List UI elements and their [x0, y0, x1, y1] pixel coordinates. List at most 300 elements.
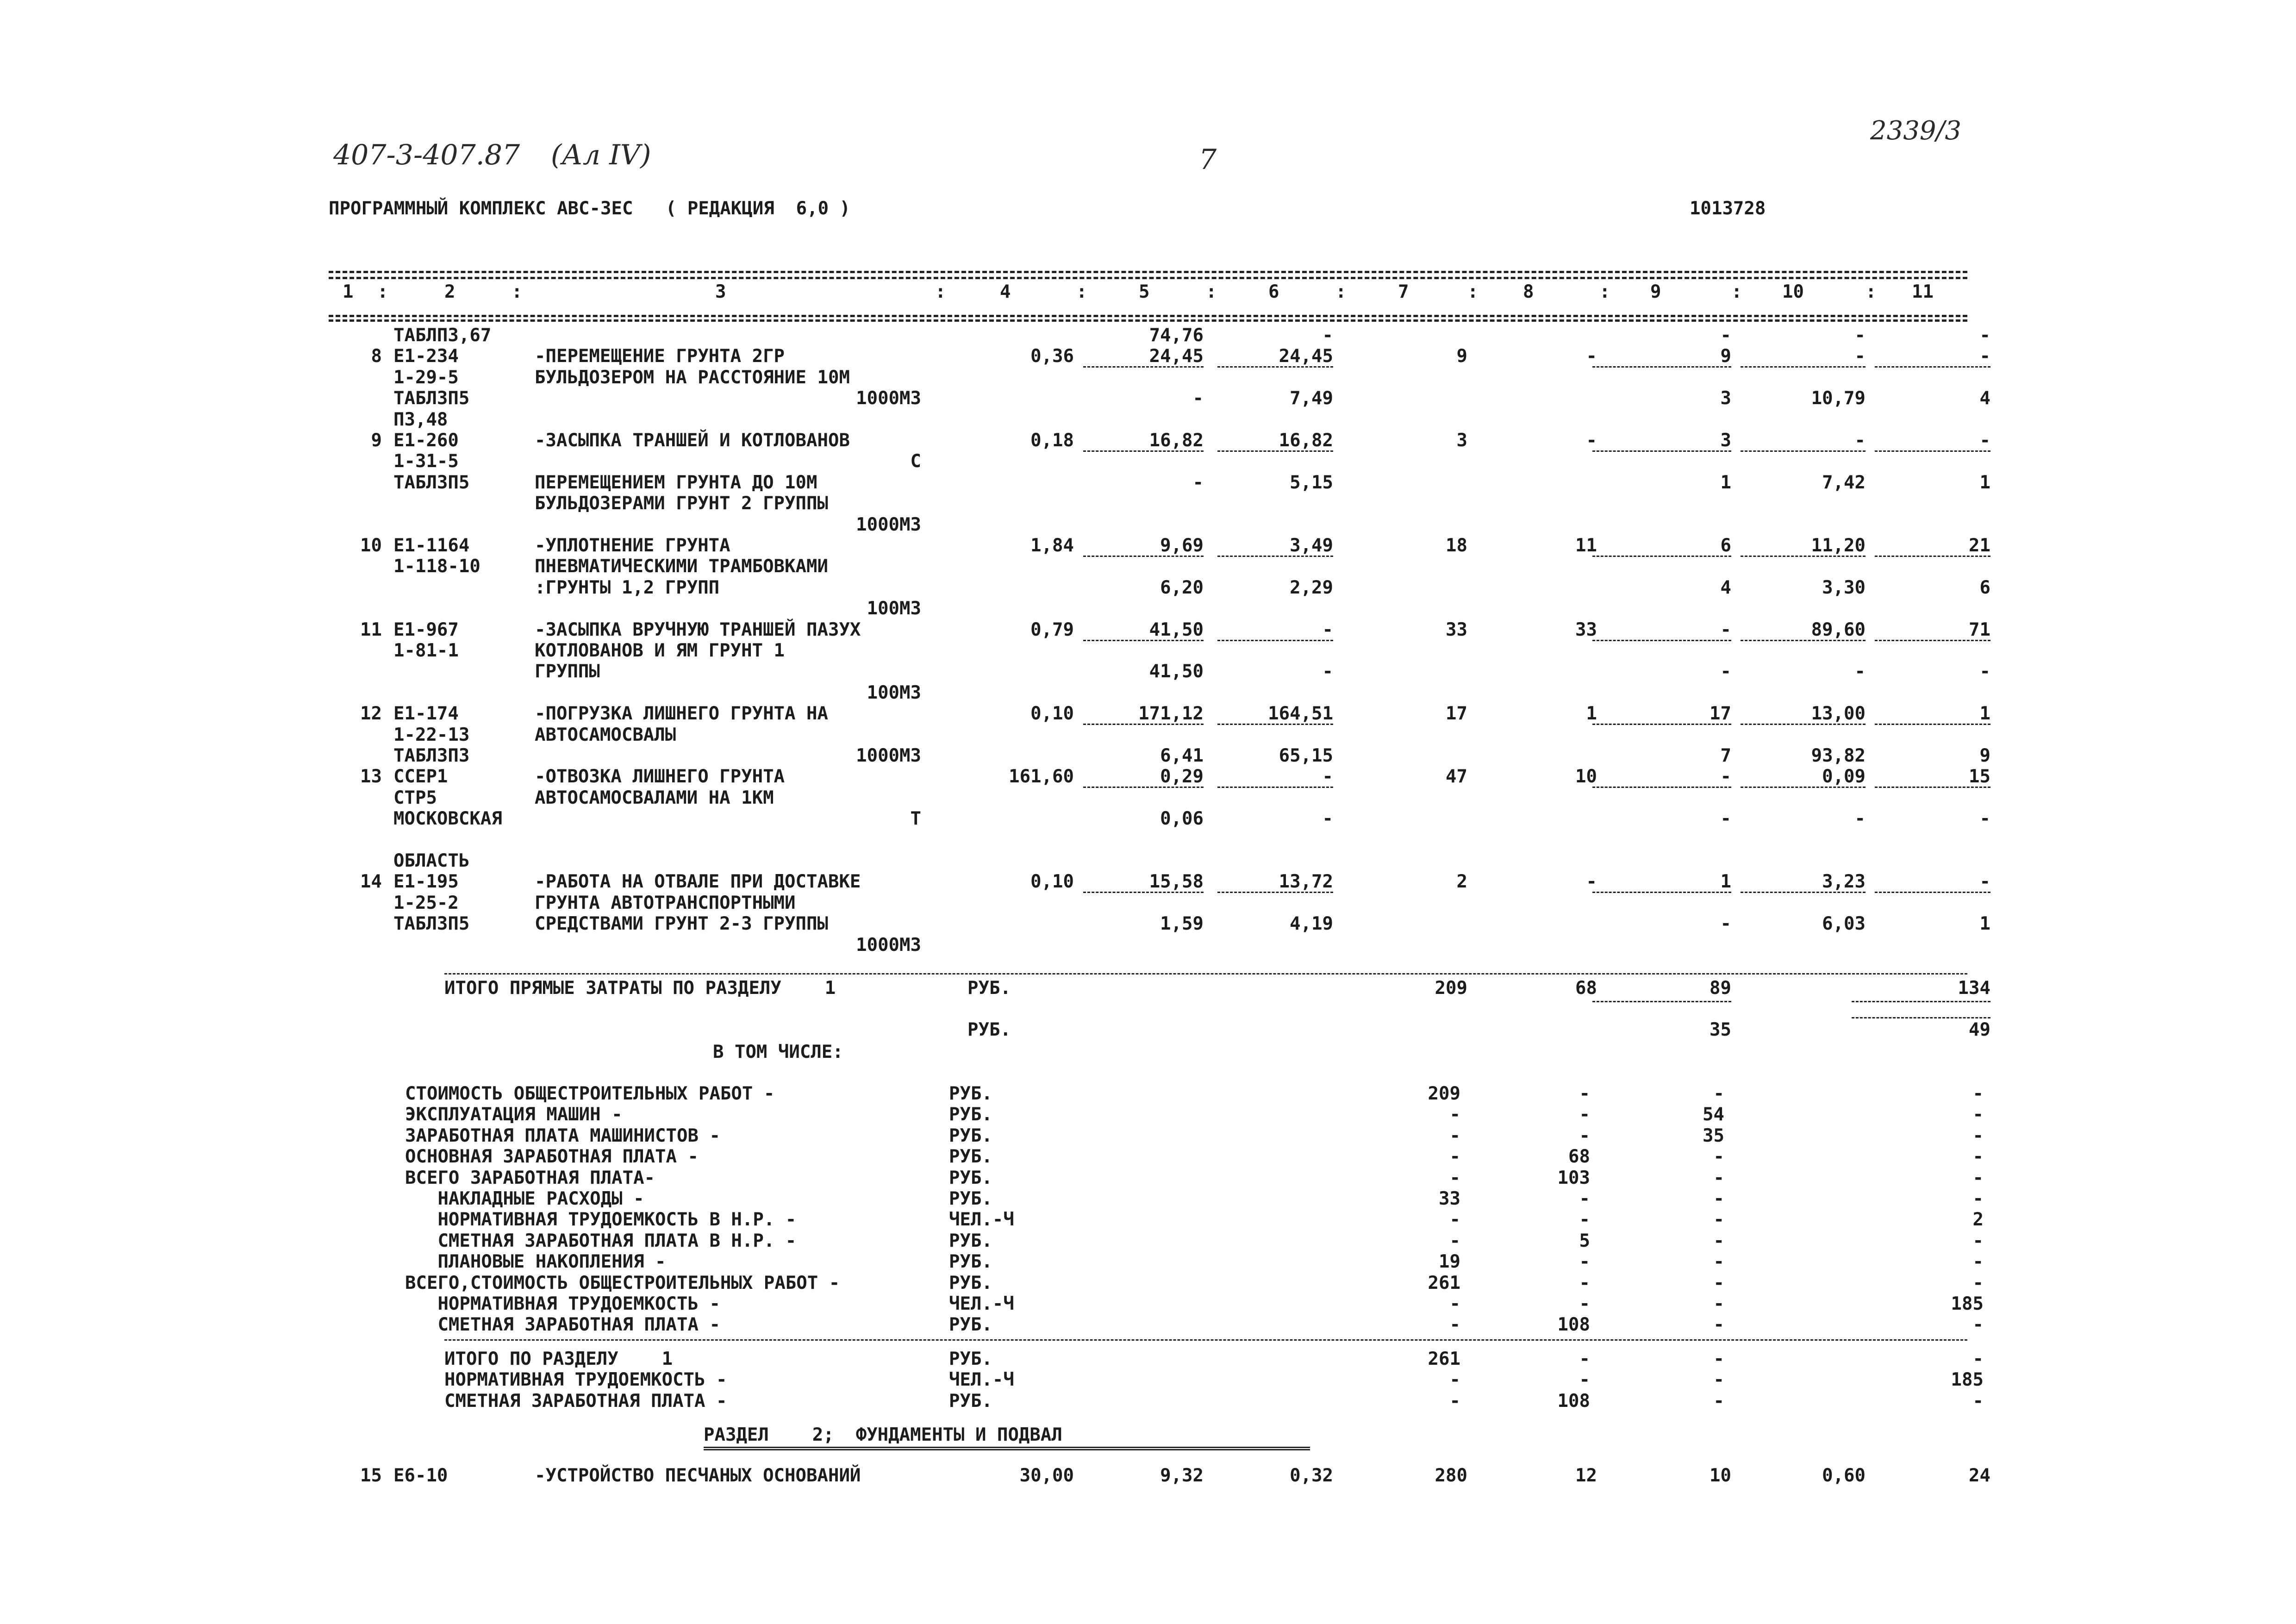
summary-c11: -	[1972, 1314, 1984, 1336]
summary-c7: 209	[1428, 1083, 1460, 1104]
value-underline	[1592, 366, 1731, 368]
value-c8: 11	[1575, 535, 1597, 556]
value-c9: 1	[1720, 871, 1731, 893]
norm-code: 1-29-5	[393, 367, 459, 388]
value-c10: 7,42	[1822, 472, 1866, 493]
summary-label: ЗАРАБОТНАЯ ПЛАТА МАШИНИСТОВ -	[405, 1125, 720, 1146]
work-description: БУЛЬДОЗЕРАМИ ГРУНТ 2 ГРУППЫ	[535, 493, 828, 514]
work-description: КОТЛОВАНОВ И ЯМ ГРУНТ 1	[535, 640, 785, 661]
norm-code: Е1-967	[393, 619, 459, 640]
work-description: АВТОСАМОСВАЛАМИ НА 1КМ	[535, 787, 774, 808]
unit-label: РУБ.	[949, 1146, 992, 1168]
summary-c11: -	[1972, 1188, 1984, 1209]
value-underline	[1875, 450, 1990, 452]
section-total-c11: 185	[1951, 1369, 1984, 1391]
unit-label: РУБ.	[949, 1104, 992, 1125]
value-c5: 6,20	[1160, 577, 1204, 598]
norm-code: Е1-174	[393, 703, 459, 725]
unit-label: Т	[910, 808, 921, 830]
album-mark: (Ал IV)	[551, 139, 651, 171]
column-separator: :	[1076, 281, 1087, 302]
section-total-c8: -	[1579, 1369, 1590, 1391]
work-description: :ГРУНТЫ 1,2 ГРУПП	[535, 577, 720, 598]
column-header-7: 7	[1398, 281, 1409, 302]
summary-c9: -	[1713, 1251, 1724, 1273]
value-c9: 4	[1720, 577, 1731, 598]
column-separator: :	[512, 281, 523, 302]
value-c7: 17	[1446, 703, 1467, 725]
value-c6: 7,49	[1290, 388, 1333, 409]
value-c10: -	[1854, 346, 1866, 367]
norm-code: ТАБЛ3П5	[393, 913, 470, 935]
value-underline	[1592, 450, 1731, 452]
value-c6: -	[1322, 766, 1333, 787]
value-underline	[1217, 450, 1333, 452]
value-c5: 74,76	[1149, 325, 1204, 346]
value-c5: 6,41	[1160, 745, 1204, 766]
value-c4: 0,18	[1030, 430, 1074, 451]
summary-c9: -	[1713, 1272, 1724, 1293]
value-underline	[1217, 892, 1333, 893]
summary-c9: 35	[1703, 1125, 1724, 1146]
norm-code: 1-81-1	[393, 640, 459, 661]
value-c10: 6,03	[1822, 913, 1866, 935]
unit-label: РУБ.	[967, 978, 1011, 999]
column-separator: :	[1206, 281, 1217, 302]
summary-c7: -	[1449, 1230, 1460, 1251]
item-number: 11	[360, 619, 382, 640]
value-underline	[1875, 366, 1990, 368]
value-c6: -	[1322, 808, 1333, 830]
work-description: ПНЕВМАТИЧЕСКИМИ ТРАМБОВКАМИ	[535, 556, 828, 577]
unit-label: РУБ.	[949, 1390, 992, 1412]
page-number: 7	[1199, 144, 1217, 176]
work-description: ГРУППЫ	[535, 661, 600, 682]
summary-c7: -	[1449, 1209, 1460, 1230]
work-description: -УСТРОЙСТВО ПЕСЧАНЫХ ОСНОВАНИЙ	[535, 1465, 861, 1486]
value-c5: 24,45	[1149, 346, 1204, 367]
value-c11: 15	[1969, 766, 1990, 787]
value-underline	[1217, 556, 1333, 557]
value-c9: -	[1720, 913, 1731, 935]
work-description: -ПОГРУЗКА ЛИШНЕГО ГРУНТА НА	[535, 703, 828, 725]
value-c6: 164,51	[1268, 703, 1333, 725]
section-2-title: РАЗДЕЛ 2; ФУНДАМЕНТЫ И ПОДВАЛ	[704, 1424, 1062, 1445]
total-underline	[1852, 1017, 1990, 1018]
value-c10: -	[1854, 808, 1866, 830]
norm-code: 1-25-2	[393, 892, 459, 913]
norm-code: ССЕР1	[393, 766, 448, 787]
section-total-c7: -	[1449, 1390, 1460, 1412]
value-c5: 41,50	[1149, 661, 1204, 682]
value-c6: 2,29	[1290, 577, 1333, 598]
summary-c7: 33	[1439, 1188, 1460, 1209]
value-underline	[1083, 450, 1204, 452]
value-c5: 16,82	[1149, 430, 1204, 451]
unit-label: РУБ.	[949, 1125, 992, 1146]
value-c6: 24,45	[1279, 346, 1333, 367]
value-c9: 17	[1710, 703, 1731, 725]
value-c11: -	[1979, 808, 1990, 830]
section-total-c9: -	[1713, 1369, 1724, 1391]
value-underline	[1083, 724, 1204, 725]
column-separator: :	[1335, 281, 1347, 302]
value-underline	[1741, 450, 1866, 452]
total-c9: 89	[1710, 978, 1731, 999]
unit-label: ЧЕЛ.-Ч	[949, 1369, 1014, 1391]
value-c11: -	[1979, 325, 1990, 346]
summary-c9: -	[1713, 1188, 1724, 1209]
work-description: -УПЛОТНЕНИЕ ГРУНТА	[535, 535, 730, 556]
norm-code: СТР5	[393, 787, 437, 808]
value-c10: -	[1854, 430, 1866, 451]
summary-c9: -	[1713, 1146, 1724, 1168]
value-c11: 1	[1979, 703, 1990, 725]
summary-c8: -	[1579, 1209, 1590, 1230]
item-number: 12	[360, 703, 382, 725]
summary-c8: -	[1579, 1293, 1590, 1314]
summary-c7: 261	[1428, 1272, 1460, 1293]
value-c5: 9,32	[1160, 1465, 1204, 1486]
work-description: БУЛЬДОЗЕРОМ НА РАССТОЯНИЕ 10М	[535, 367, 850, 388]
total-c11: 134	[1958, 978, 1990, 999]
item-number: 15	[360, 1465, 382, 1486]
value-c8: -	[1586, 430, 1597, 451]
summary-label: СМЕТНАЯ ЗАРАБОТНАЯ ПЛАТА В Н.Р. -	[405, 1230, 797, 1251]
value-underline	[1875, 724, 1990, 725]
value-c7: 9	[1456, 346, 1467, 367]
value-underline	[1592, 892, 1731, 893]
summary-c11: -	[1972, 1083, 1984, 1104]
summary-c9: -	[1713, 1083, 1724, 1104]
summary-label: СМЕТНАЯ ЗАРАБОТНАЯ ПЛАТА -	[405, 1314, 720, 1336]
column-header-9: 9	[1650, 281, 1661, 302]
total-c9b: 35	[1710, 1019, 1731, 1040]
item-number: 8	[371, 346, 382, 367]
header-bottom-rule-2	[329, 319, 1967, 322]
norm-code: ТАБЛ3П5	[393, 388, 470, 409]
total-c7: 209	[1435, 978, 1467, 999]
summary-c8: 103	[1557, 1167, 1590, 1188]
column-header-3: 3	[715, 281, 726, 302]
norm-code: МОСКОВСКАЯ	[393, 808, 502, 830]
value-c6: 16,82	[1279, 430, 1333, 451]
value-c10: 3,23	[1822, 871, 1866, 893]
including-label: В ТОМ ЧИСЛЕ:	[713, 1042, 843, 1062]
value-c5: 9,69	[1160, 535, 1204, 556]
program-header: ПРОГРАММНЫЙ КОМПЛЕКС АВС-3ЕС ( РЕДАКЦИЯ 6,0 )	[329, 198, 851, 219]
norm-code: П3,48	[393, 409, 448, 430]
value-c10: 13,00	[1811, 703, 1866, 725]
norm-code: 1-22-13	[393, 724, 470, 745]
value-c4: 161,60	[1009, 766, 1074, 787]
value-c4: 1,84	[1030, 535, 1074, 556]
unit-label: РУБ.	[949, 1083, 992, 1104]
norm-code: Е1-260	[393, 430, 459, 451]
summary-c11: -	[1972, 1125, 1984, 1146]
value-c9: -	[1720, 661, 1731, 682]
value-c5: -	[1192, 472, 1204, 493]
summary-label: ЭКСПЛУАТАЦИЯ МАШИН -	[405, 1104, 623, 1125]
value-c11: 21	[1969, 535, 1990, 556]
value-c5: 1,59	[1160, 913, 1204, 935]
value-c5: 41,50	[1149, 619, 1204, 640]
value-c6: -	[1322, 661, 1333, 682]
value-c6: 65,15	[1279, 745, 1333, 766]
totals-rule	[444, 973, 1967, 974]
value-underline	[1217, 724, 1333, 725]
value-c7: 280	[1435, 1465, 1467, 1486]
value-c11: 1	[1979, 472, 1990, 493]
program-id: 1013728	[1690, 198, 1766, 219]
summary-c7: -	[1449, 1167, 1460, 1188]
summary-label: СТОИМОСТЬ ОБЩЕСТРОИТЕЛЬНЫХ РАБОТ -	[405, 1083, 775, 1104]
section-total-c8: 108	[1557, 1390, 1590, 1412]
value-underline	[1592, 640, 1731, 641]
summary-c8: -	[1579, 1188, 1590, 1209]
column-separator: :	[1467, 281, 1479, 302]
unit-label: РУБ.	[949, 1230, 992, 1251]
work-description: -ЗАСЫПКА ВРУЧНУЮ ТРАНШЕЙ ПАЗУХ	[535, 619, 861, 640]
item-number: 9	[371, 430, 382, 451]
value-c9: 1	[1720, 472, 1731, 493]
value-c10: 0,09	[1822, 766, 1866, 787]
column-separator: :	[935, 281, 946, 302]
section-total-label: ИТОГО ПО РАЗДЕЛУ 1	[444, 1348, 673, 1369]
unit-label: С	[910, 451, 921, 472]
value-underline	[1083, 892, 1204, 893]
value-underline	[1083, 640, 1204, 641]
unit-label: РУБ.	[949, 1348, 992, 1369]
value-c7: 18	[1446, 535, 1467, 556]
value-underline	[1875, 556, 1990, 557]
unit-label: 100М3	[867, 682, 921, 703]
unit-label: РУБ.	[967, 1019, 1011, 1040]
value-c11: 9	[1979, 745, 1990, 766]
value-underline	[1875, 640, 1990, 641]
section-total-c7: -	[1449, 1369, 1460, 1391]
value-c8: -	[1586, 871, 1597, 893]
summary-c9: -	[1713, 1293, 1724, 1314]
value-c11: 4	[1979, 388, 1990, 409]
value-c6: 5,15	[1290, 472, 1333, 493]
header-bottom-rule	[329, 315, 1967, 317]
summary-c9: -	[1713, 1230, 1724, 1251]
value-underline	[1083, 366, 1204, 368]
item-number: 13	[360, 766, 382, 787]
value-c10: 89,60	[1811, 619, 1866, 640]
value-c9: 9	[1720, 346, 1731, 367]
value-underline	[1217, 640, 1333, 641]
summary-c8: 5	[1579, 1230, 1590, 1251]
work-description: -ЗАСЫПКА ТРАНШЕЙ И КОТЛОВАНОВ	[535, 430, 850, 451]
summary-label: ВСЕГО,СТОИМОСТЬ ОБЩЕСТРОИТЕЛЬНЫХ РАБОТ -	[405, 1272, 840, 1293]
summary-c11: -	[1972, 1167, 1984, 1188]
summary-label: НОРМАТИВНАЯ ТРУДОЕМКОСТЬ -	[405, 1293, 720, 1314]
summary-label: ОСНОВНАЯ ЗАРАБОТНАЯ ПЛАТА -	[405, 1146, 699, 1168]
value-c6: 4,19	[1290, 913, 1333, 935]
unit-label: 1000М3	[856, 388, 921, 409]
summary-c8: -	[1579, 1251, 1590, 1273]
summary-c8: 68	[1568, 1146, 1590, 1168]
summary-label: ПЛАНОВЫЕ НАКОПЛЕНИЯ -	[405, 1251, 666, 1273]
value-underline	[1083, 787, 1204, 788]
value-c6: 3,49	[1290, 535, 1333, 556]
unit-label: РУБ.	[949, 1251, 992, 1273]
value-c5: 15,58	[1149, 871, 1204, 893]
summary-label: НОРМАТИВНАЯ ТРУДОЕМКОСТЬ В Н.Р. -	[405, 1209, 797, 1230]
value-underline	[1741, 366, 1866, 368]
value-c5: 0,06	[1160, 808, 1204, 830]
summary-c8: -	[1579, 1125, 1590, 1146]
value-c9: -	[1720, 619, 1731, 640]
summary-c8: 108	[1557, 1314, 1590, 1336]
total-underline	[1852, 1001, 1990, 1002]
total-c8: 68	[1575, 978, 1597, 999]
value-c7: 33	[1446, 619, 1467, 640]
sheet-code: 2339/3	[1870, 116, 1962, 146]
value-underline	[1217, 366, 1333, 368]
value-c10: 11,20	[1811, 535, 1866, 556]
summary-label: НАКЛАДНЫЕ РАСХОДЫ -	[405, 1188, 644, 1209]
value-c5: 171,12	[1138, 703, 1204, 725]
table-top-rule	[329, 271, 1967, 273]
column-separator: :	[377, 281, 388, 302]
unit-label: 100М3	[867, 598, 921, 619]
value-c10: -	[1854, 325, 1866, 346]
work-description: -ПЕРЕМЕЩЕНИЕ ГРУНТА 2ГР	[535, 346, 785, 367]
value-c4: 0,10	[1030, 871, 1074, 893]
summary-c7: -	[1449, 1293, 1460, 1314]
column-header-6: 6	[1268, 281, 1279, 302]
section-total-c9: -	[1713, 1390, 1724, 1412]
unit-label: РУБ.	[949, 1167, 992, 1188]
value-underline	[1741, 640, 1866, 641]
value-underline	[1592, 724, 1731, 725]
value-c9: -	[1720, 766, 1731, 787]
summary-c7: -	[1449, 1314, 1460, 1336]
value-c8: 12	[1575, 1465, 1597, 1486]
summary-c7: -	[1449, 1146, 1460, 1168]
value-underline	[1592, 556, 1731, 557]
value-c8: 10	[1575, 766, 1597, 787]
summary-c7: -	[1449, 1125, 1460, 1146]
summary-c7: 19	[1439, 1251, 1460, 1273]
norm-code: Е1-195	[393, 871, 459, 893]
section-total-c7: 261	[1428, 1348, 1460, 1369]
unit-label: 1000М3	[856, 514, 921, 535]
column-separator: :	[1599, 281, 1610, 302]
unit-label: 1000М3	[856, 934, 921, 956]
summary-c8: -	[1579, 1104, 1590, 1125]
value-c10: -	[1854, 661, 1866, 682]
unit-label: РУБ.	[949, 1188, 992, 1209]
value-underline	[1741, 556, 1866, 557]
column-header-1: 1	[343, 281, 354, 302]
unit-label: РУБ.	[949, 1272, 992, 1293]
doc-code: 407-3-407.87	[333, 139, 520, 171]
value-underline	[1083, 556, 1204, 557]
value-c11: -	[1979, 430, 1990, 451]
column-separator: :	[1866, 281, 1877, 302]
value-c10: 93,82	[1811, 745, 1866, 766]
column-header-10: 10	[1782, 281, 1804, 302]
norm-code: Е6-10	[393, 1465, 448, 1486]
work-description: АВТОСАМОСВАЛЫ	[535, 724, 676, 745]
summary-c11: -	[1972, 1251, 1984, 1273]
summary-label: ВСЕГО ЗАРАБОТНАЯ ПЛАТА-	[405, 1167, 655, 1188]
value-c8: 1	[1586, 703, 1597, 725]
work-description: СРЕДСТВАМИ ГРУНТ 2-3 ГРУППЫ	[535, 913, 828, 935]
work-description: -РАБОТА НА ОТВАЛЕ ПРИ ДОСТАВКЕ	[535, 871, 861, 893]
value-c4: 0,10	[1030, 703, 1074, 725]
total-c11b: 49	[1969, 1019, 1990, 1040]
value-c7: 2	[1456, 871, 1467, 893]
section-total-c11: -	[1972, 1348, 1984, 1369]
value-c10: 0,60	[1822, 1465, 1866, 1486]
work-description: ГРУНТА АВТОТРАНСПОРТНЫМИ	[535, 892, 796, 913]
summary-c9: -	[1713, 1314, 1724, 1336]
value-c9: -	[1720, 325, 1731, 346]
section-total-c8: -	[1579, 1348, 1590, 1369]
value-c6: 13,72	[1279, 871, 1333, 893]
value-underline	[1217, 787, 1333, 788]
value-c11: 24	[1969, 1465, 1990, 1486]
value-c11: -	[1979, 871, 1990, 893]
item-number: 14	[360, 871, 382, 893]
summary-c11: 2	[1972, 1209, 1984, 1230]
value-underline	[1592, 787, 1731, 788]
column-header-11: 11	[1912, 281, 1934, 302]
value-c4: 0,36	[1030, 346, 1074, 367]
value-c10: 10,79	[1811, 388, 1866, 409]
section-total-rule	[444, 1339, 1967, 1341]
unit-label: ЧЕЛ.-Ч	[949, 1293, 1014, 1314]
column-header-2: 2	[444, 281, 455, 302]
value-c4: 0,79	[1030, 619, 1074, 640]
norm-code: Е1-234	[393, 346, 459, 367]
value-c9: 7	[1720, 745, 1731, 766]
value-c6: -	[1322, 325, 1333, 346]
unit-label: РУБ.	[949, 1314, 992, 1336]
value-c6: -	[1322, 619, 1333, 640]
value-c9: 3	[1720, 388, 1731, 409]
norm-code: Е1-1164	[393, 535, 470, 556]
column-header-8: 8	[1523, 281, 1534, 302]
value-c11: -	[1979, 661, 1990, 682]
value-underline	[1741, 724, 1866, 725]
summary-c9: -	[1713, 1167, 1724, 1188]
value-c6: 0,32	[1290, 1465, 1333, 1486]
value-underline	[1875, 787, 1990, 788]
value-c7: 47	[1446, 766, 1467, 787]
section-total-c11: -	[1972, 1390, 1984, 1412]
norm-code: ТАБЛ3П3	[393, 745, 470, 766]
section-2-underline	[704, 1447, 1310, 1450]
summary-c11: -	[1972, 1230, 1984, 1251]
value-underline	[1741, 892, 1866, 893]
norm-code: ТАБЛ3П5	[393, 472, 470, 493]
norm-code: ТАБЛП3,67	[393, 325, 492, 346]
total-direct-label: ИТОГО ПРЯМЫЕ ЗАТРАТЫ ПО РАЗДЕЛУ 1	[444, 978, 836, 999]
total-underline	[1592, 1001, 1731, 1002]
value-c8: 33	[1575, 619, 1597, 640]
norm-code: 1-118-10	[393, 556, 480, 577]
column-separator: :	[1731, 281, 1742, 302]
work-description: ПЕРЕМЕЩЕНИЕМ ГРУНТА ДО 10М	[535, 472, 817, 493]
value-c8: -	[1586, 346, 1597, 367]
unit-label: 1000М3	[856, 745, 921, 766]
